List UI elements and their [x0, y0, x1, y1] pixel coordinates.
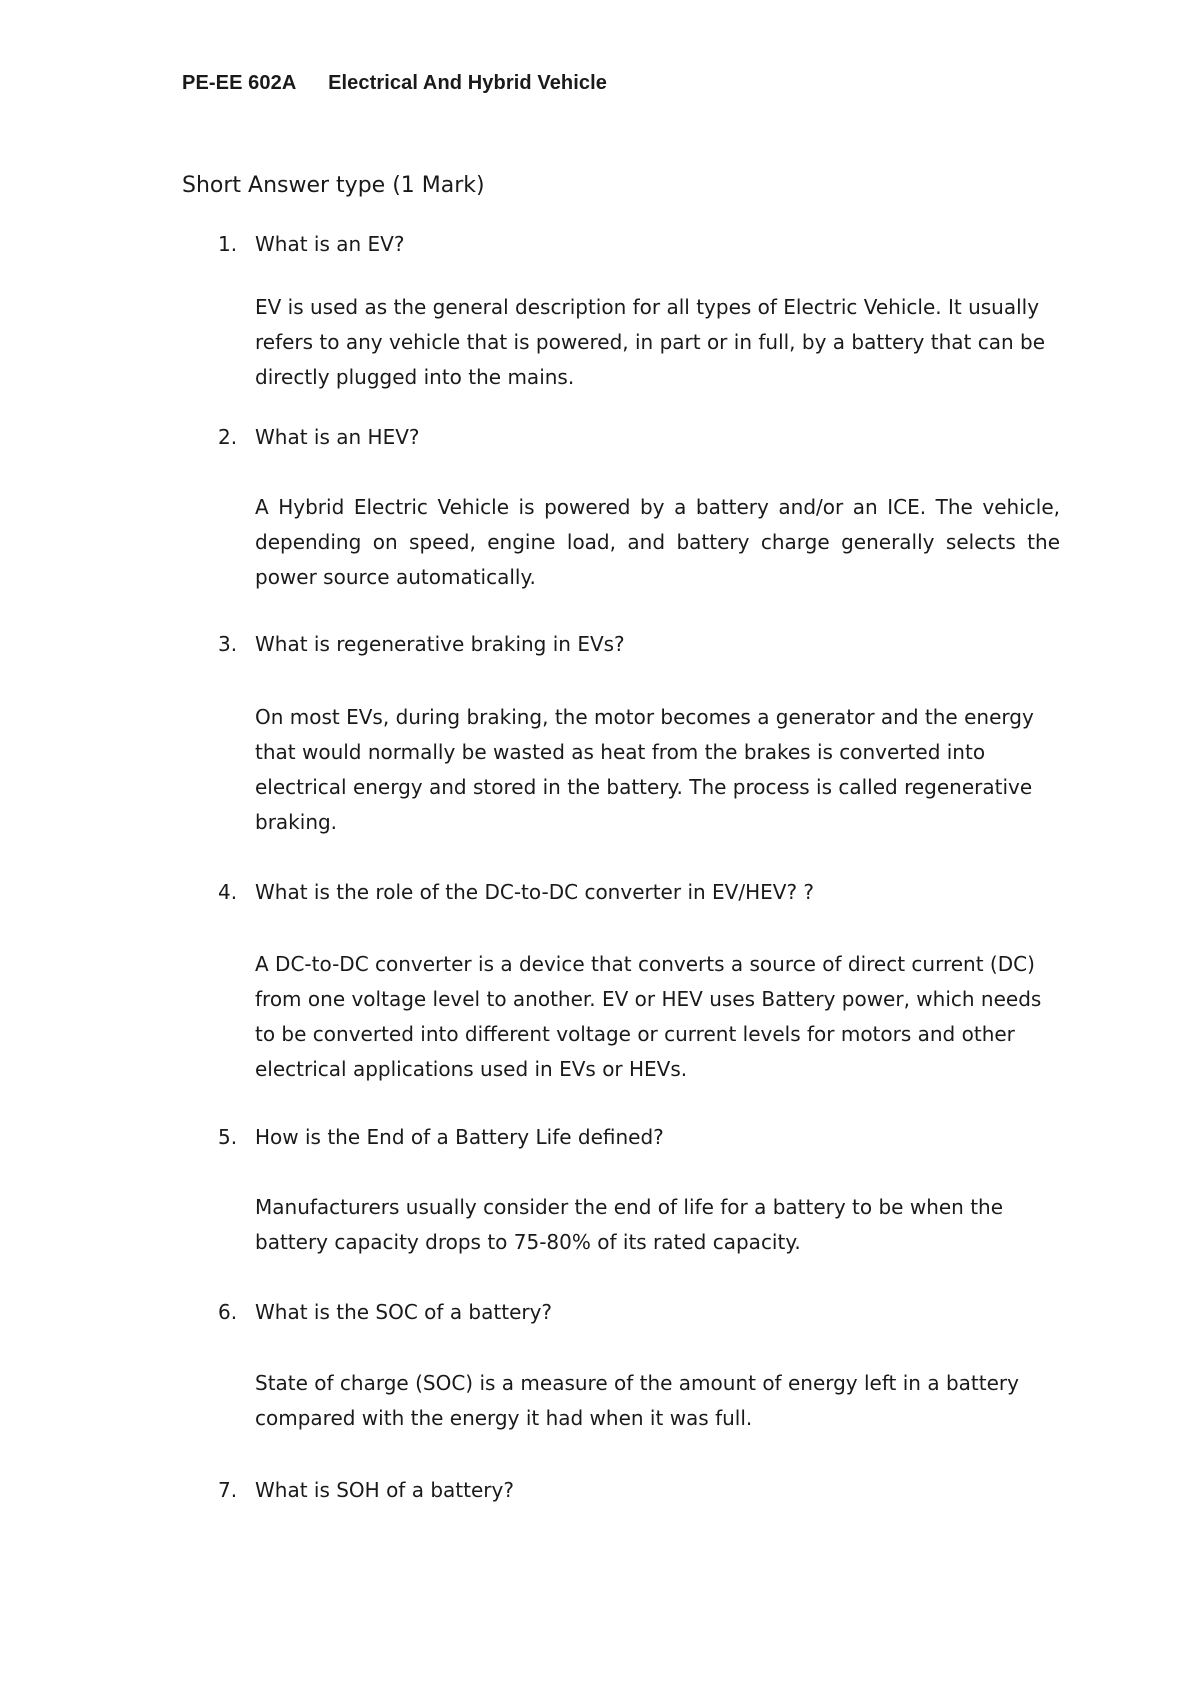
question-text: How is the End of a Battery Life defined? — [255, 1125, 664, 1149]
question-text: What is the SOC of a battery? — [255, 1300, 553, 1324]
question-text: What is an HEV? — [255, 425, 420, 449]
answer-text: EV is used as the general description for all types of Electric Vehicle. It usually refers to any vehicle that is powered, in part or in full, by a battery that can be directly plugged into the mains. — [255, 295, 1046, 389]
question-number: 7. — [218, 1478, 238, 1502]
answer-text: A Hybrid Electric Vehicle is powered by a battery and/or an ICE. The vehicle, depending on speed, engine load, and battery charge generally selects the power source automatically. — [255, 495, 1060, 589]
question-number: 4. — [218, 880, 238, 904]
question-number: 6. — [218, 1300, 238, 1324]
answer-text: A DC-to-DC converter is a device that converts a source of direct current (DC) from one voltage level to another. EV or HEV uses Battery power, which needs to be converted into different voltage or current levels for motors and other electrical applications used in EVs or HEVs. — [255, 952, 1042, 1081]
answer-text: On most EVs, during braking, the motor becomes a generator and the energy that would normally be wasted as heat from the brakes is converted into electrical energy and stored in the battery. The process is called regenerative braking. — [255, 705, 1034, 834]
course-title: Electrical And Hybrid Vehicle — [328, 72, 607, 94]
section-title: Short Answer type (1 Mark) — [182, 173, 485, 198]
question-text: What is SOH of a battery? — [255, 1478, 514, 1502]
question-number: 1. — [218, 232, 238, 256]
question-text: What is regenerative braking in EVs? — [255, 632, 625, 656]
question-text: What is an EV? — [255, 232, 405, 256]
question-number: 3. — [218, 632, 238, 656]
course-code: PE-EE 602A — [182, 72, 297, 94]
answer-text: State of charge (SOC) is a measure of the amount of energy left in a battery compared with the energy it had when it was full. — [255, 1371, 1019, 1430]
question-number: 2. — [218, 425, 238, 449]
question-number: 5. — [218, 1125, 238, 1149]
question-text: What is the role of the DC-to-DC converter in EV/HEV? ? — [255, 880, 815, 904]
document-header — [182, 72, 607, 95]
answer-text: Manufacturers usually consider the end of life for a battery to be when the battery capacity drops to 75-80% of its rated capacity. — [255, 1195, 1004, 1254]
